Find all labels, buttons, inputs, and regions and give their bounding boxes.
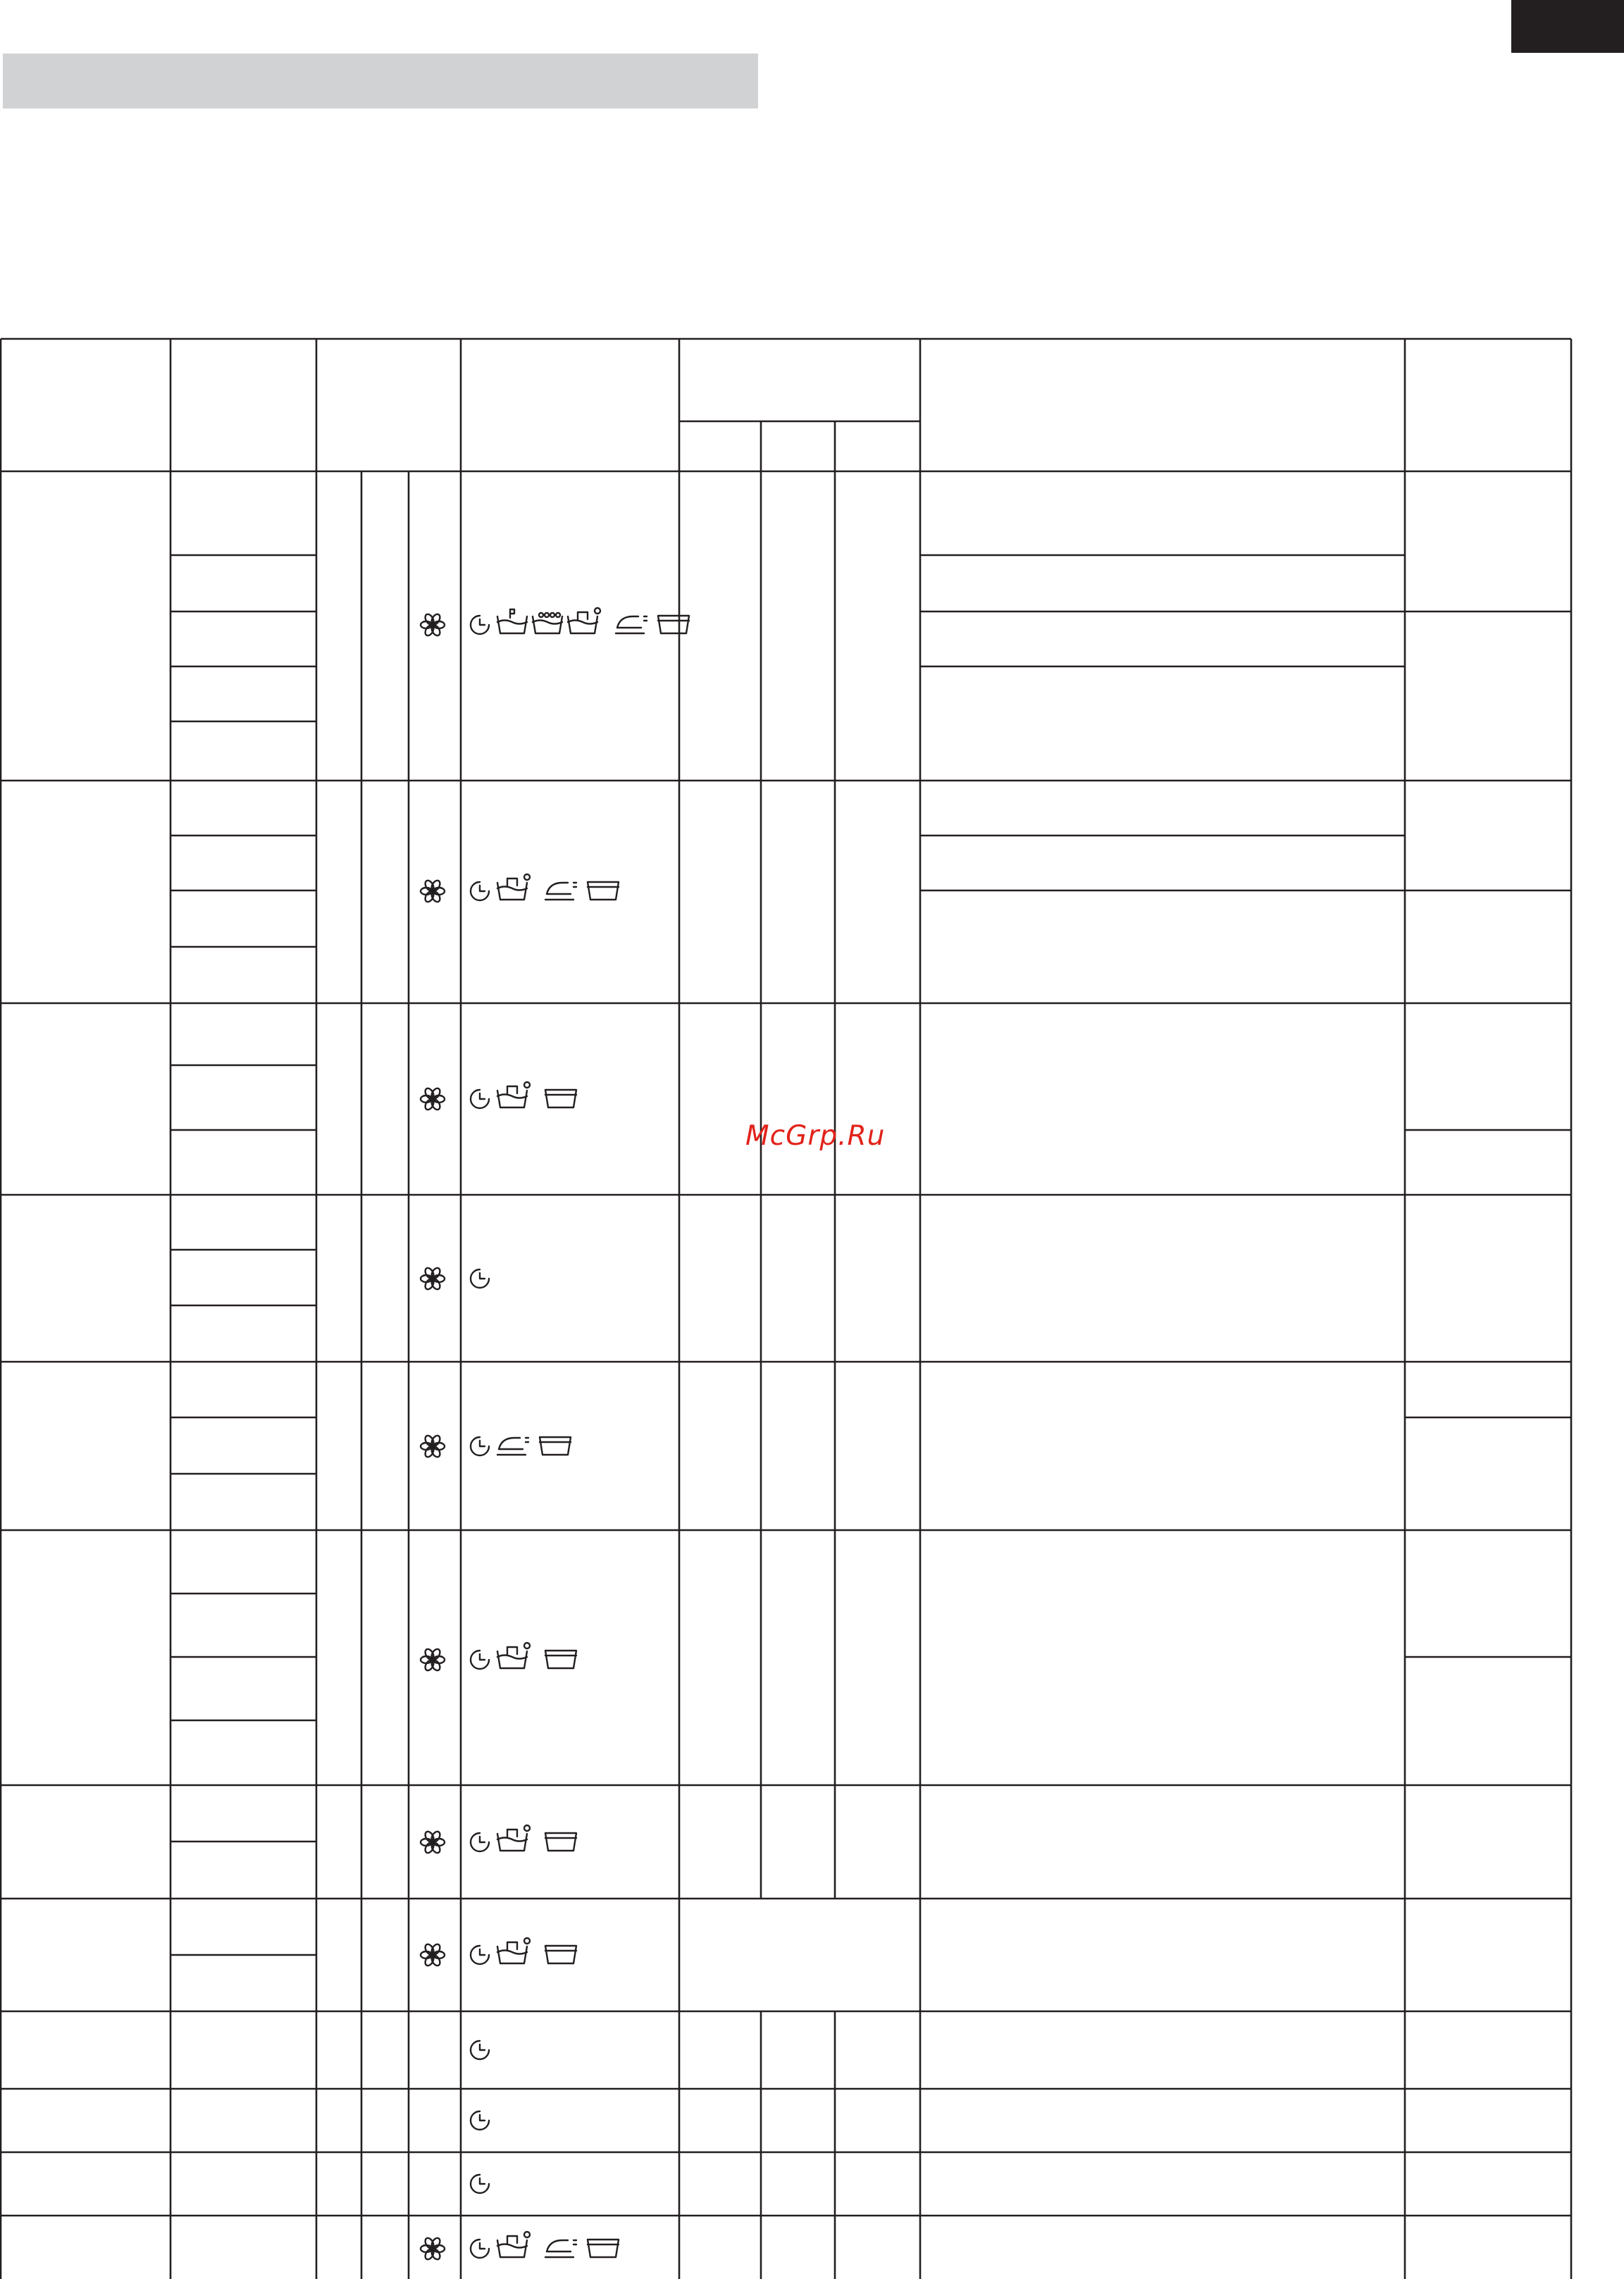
rinse-hold-tub-icon bbox=[545, 1090, 576, 1107]
timer-icon bbox=[471, 2111, 489, 2130]
iron-icon bbox=[545, 2240, 576, 2257]
rinse-hold-tub-icon bbox=[545, 1946, 576, 1963]
iron-icon bbox=[497, 1438, 528, 1455]
rinse-hold-tub-icon bbox=[658, 616, 689, 633]
rinse-hold-tub-icon bbox=[540, 1437, 571, 1455]
iron-icon bbox=[545, 883, 576, 900]
flower-icon bbox=[421, 1434, 445, 1458]
timer-icon bbox=[471, 616, 489, 634]
table-grid-lines bbox=[1, 339, 1571, 2279]
intensive-tub-icon bbox=[497, 1082, 530, 1107]
timer-icon bbox=[471, 1833, 489, 1851]
intensive-tub-icon bbox=[497, 2232, 530, 2257]
flower-icon bbox=[421, 613, 445, 637]
timer-icon bbox=[471, 2041, 489, 2059]
rinse-hold-tub-icon bbox=[545, 1833, 576, 1851]
intensive-tub-icon bbox=[497, 874, 530, 900]
timer-icon bbox=[471, 2240, 489, 2258]
timer-icon bbox=[471, 1269, 489, 1288]
stain-tub-icon bbox=[533, 613, 562, 633]
watermark: McGrp.Ru bbox=[745, 1120, 886, 1152]
timer-icon bbox=[471, 1946, 489, 1964]
timer-icon bbox=[471, 2175, 489, 2193]
flower-icon bbox=[421, 1648, 445, 1672]
flower-icon bbox=[421, 2237, 445, 2261]
timer-icon bbox=[471, 882, 489, 900]
prewash-tub-icon bbox=[497, 609, 527, 633]
flower-icon bbox=[421, 879, 445, 903]
intensive-tub-icon bbox=[497, 1938, 530, 1963]
flower-icon bbox=[421, 1943, 445, 1967]
timer-icon bbox=[471, 1437, 489, 1455]
intensive-tub-icon bbox=[497, 1825, 530, 1851]
rinse-hold-tub-icon bbox=[545, 1651, 576, 1668]
flower-icon bbox=[421, 1087, 445, 1111]
timer-icon bbox=[471, 1651, 489, 1669]
timer-icon bbox=[471, 1090, 489, 1108]
iron-icon bbox=[616, 616, 647, 633]
intensive-tub-icon bbox=[568, 608, 600, 633]
flower-icon bbox=[421, 1267, 445, 1291]
intensive-tub-icon bbox=[497, 1643, 530, 1668]
rinse-hold-tub-icon bbox=[588, 2240, 619, 2257]
rinse-hold-tub-icon bbox=[588, 882, 619, 900]
flower-icon bbox=[421, 1830, 445, 1854]
